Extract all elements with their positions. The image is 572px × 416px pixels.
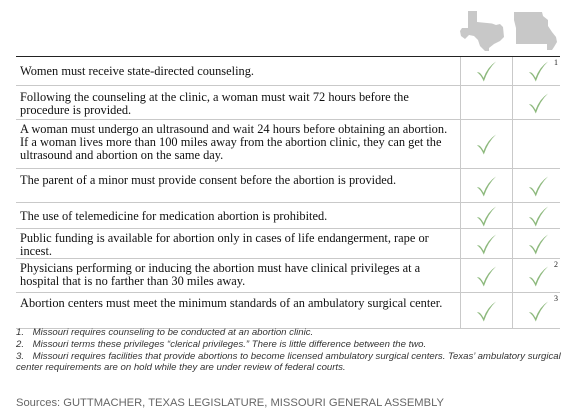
comparison-table (16, 56, 560, 329)
missouri-cell (512, 57, 564, 85)
texas-cell (460, 120, 512, 168)
requirement-text: Physicians performing or inducing the abortion must have clinical privileges at a hospital that is no farther than 30 miles away. (20, 261, 421, 288)
texas-cell (460, 293, 512, 328)
missouri-check-icon (526, 204, 550, 228)
requirement-text: Women must receive state-directed counseling. (20, 64, 254, 78)
missouri-check-icon (526, 264, 550, 288)
missouri-cell (512, 86, 564, 119)
footnote-text: Missouri terms these privileges “clerical privileges.” There is little difference between the two. (30, 339, 427, 350)
footnote-marker: 1 (554, 58, 558, 67)
texas-check-icon (474, 264, 498, 288)
missouri-state-icon (512, 10, 560, 52)
footnote-number: 1. (16, 327, 25, 338)
texas-cell (460, 57, 512, 85)
footnote-number: 3. (16, 351, 25, 362)
missouri-cell (512, 229, 564, 258)
texas-check-icon (474, 232, 498, 256)
texas-cell (460, 203, 512, 228)
requirement-text: Following the counseling at the clinic, a woman must wait 72 hours before the procedure is provided. (20, 90, 409, 117)
footnote-marker: 3 (554, 294, 558, 303)
missouri-cell (512, 169, 564, 202)
table-row (16, 120, 560, 169)
texas-cell (460, 86, 512, 119)
footnote (16, 327, 564, 338)
table-row (16, 259, 560, 293)
texas-state-icon (459, 10, 507, 52)
table-row (16, 229, 560, 259)
missouri-cell (512, 120, 564, 168)
requirement-text: Public funding is available for abortion only in cases of life endangerment, rape or incest. (20, 231, 429, 258)
missouri-cell (512, 203, 564, 228)
table-row (16, 203, 560, 229)
missouri-check-icon (526, 174, 550, 198)
source-text: Sources: GUTTMACHER, TEXAS LEGISLATURE, MISSOURI GENERAL ASSEMBLY (16, 397, 444, 409)
missouri-check-icon (526, 299, 550, 323)
footnote-text: Missouri requires counseling to be conducted at an abortion clinic. (30, 327, 314, 338)
texas-cell (460, 169, 512, 202)
table-row (16, 57, 560, 86)
footnote (16, 351, 564, 373)
footnote (16, 339, 564, 350)
missouri-cell (512, 293, 564, 328)
requirement-text: A woman must undergo an ultrasound and wait 24 hours before obtaining an abortion. If a woman lives more than 100 miles away from the abortion clinic, they can get the ultrasound and abortion on the same day. (20, 122, 448, 162)
missouri-check-icon (526, 232, 550, 256)
texas-check-icon (474, 132, 498, 156)
footnote-number: 2. (16, 339, 25, 350)
texas-check-icon (474, 174, 498, 198)
missouri-cell (512, 259, 564, 292)
footnote-marker: 2 (554, 260, 558, 269)
footnote-text: Missouri requires facilities that provide abortions to become licensed ambulatory surgical centers. Texas’ ambulatory surgical center requirements are on hold while they are under review of federal courts. (16, 351, 561, 373)
requirement-text: The parent of a minor must provide consent before the abortion is provided. (20, 173, 397, 187)
missouri-check-icon (526, 91, 550, 115)
texas-cell (460, 229, 512, 258)
requirement-text: Abortion centers must meet the minimum standards of an ambulatory surgical center. (20, 296, 443, 310)
table-row (16, 169, 560, 203)
texas-check-icon (474, 204, 498, 228)
missouri-check-icon (526, 59, 550, 83)
requirement-text: The use of telemedicine for medication abortion is prohibited. (20, 209, 328, 223)
texas-cell (460, 259, 512, 292)
table-row (16, 86, 560, 120)
texas-check-icon (474, 299, 498, 323)
footnotes (16, 327, 564, 374)
texas-check-icon (474, 59, 498, 83)
table-row (16, 293, 560, 329)
